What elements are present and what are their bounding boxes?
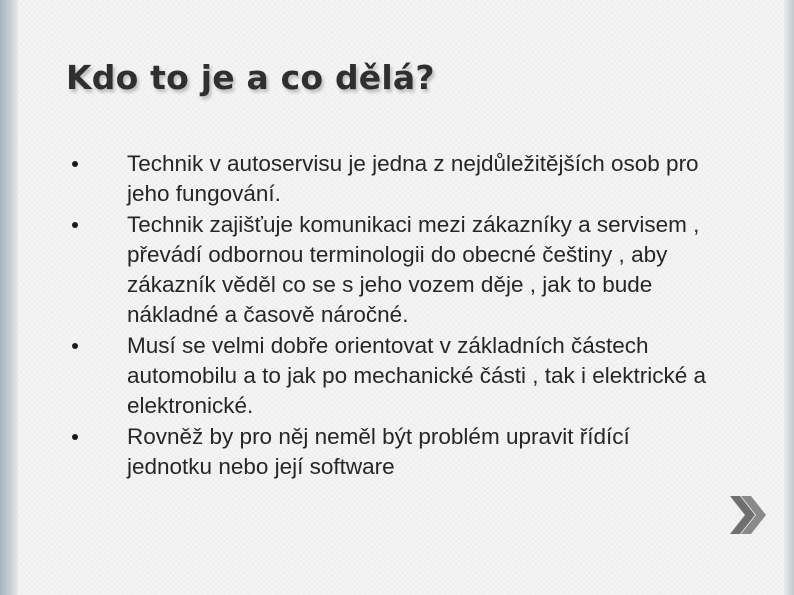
bullet-text: Technik v autoservisu je jedna z nejdůležitějších osob pro jeho fungování. xyxy=(127,151,699,207)
bullet-text: Rovněž by pro něj neměl být problém upravit řídící jednotku nebo její software xyxy=(127,423,630,479)
right-decorative-band xyxy=(784,0,794,595)
bullet-text: Technik zajišťuje komunikaci mezi zákazníky a servisem , převádí odbornou terminologii do obecné češtiny , aby zákazník věděl co se s jeho vozem děje , jak to bude nákladné a časově náročné. xyxy=(127,211,700,328)
bullet-item-2 xyxy=(70,210,720,331)
double-chevron-right-icon[interactable] xyxy=(728,492,768,538)
bullet-item-3 xyxy=(70,331,720,422)
bullet-text: Musí se velmi dobře orientovat v základních částech automobilu a to jak po mechanické části , tak i elektrické a elektronické. xyxy=(127,332,707,419)
bullet-icon xyxy=(72,343,78,349)
bullet-icon xyxy=(72,222,78,228)
bullet-item-4 xyxy=(70,422,720,483)
bullet-list xyxy=(70,149,720,482)
left-decorative-band xyxy=(0,0,18,595)
slide-title: Kdo to je a co dělá? xyxy=(66,58,435,97)
bullet-icon xyxy=(72,161,78,167)
bullet-icon xyxy=(72,434,78,440)
bullet-item-1 xyxy=(70,149,720,210)
